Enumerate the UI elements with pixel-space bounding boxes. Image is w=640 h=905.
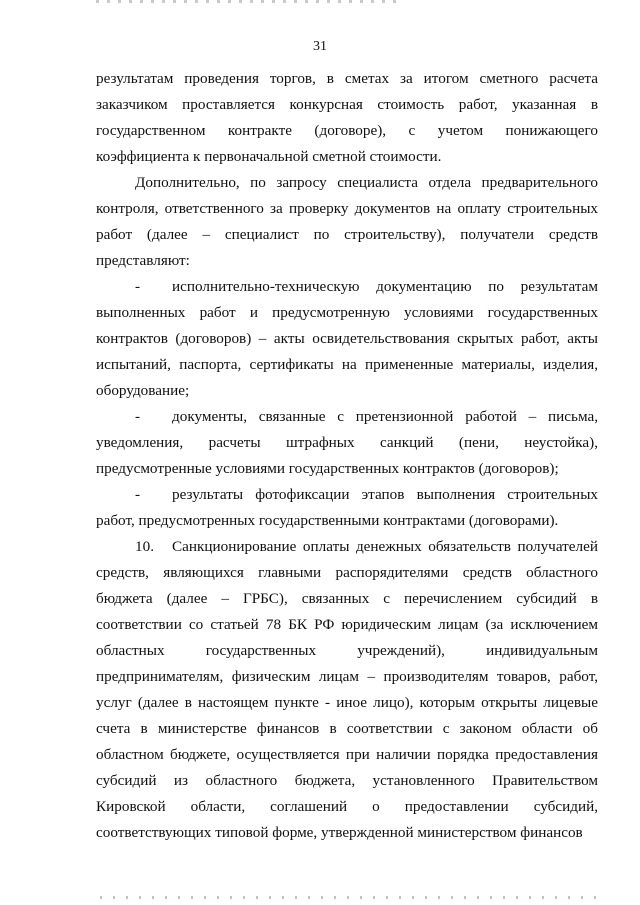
list-item <box>96 482 598 534</box>
scan-artifact-top <box>96 0 396 3</box>
paragraph-number: 10. <box>135 538 154 555</box>
list-item <box>96 404 598 482</box>
list-item-text: документы, связанные с претензионной работой – письма, уведомления, расчеты штрафных санкций (пени, неустойка), предусмотренные условиями государственных контрактов (договоров); <box>96 408 598 477</box>
scan-artifact-bottom <box>100 896 600 899</box>
paragraph-additional-requests: Дополнительно, по запросу специалиста отдела предварительного контроля, ответственного за проверку документов на оплату строительных работ (далее – специалист по строительству), получатели средств представляют: <box>96 174 598 269</box>
list-item-text: исполнительно-техническую документацию по результатам выполненных работ и предусмотренную условиями государственных контрактов (договоров) – акты освидетельствования скрытых работ, акты испытаний, паспорта, сертификаты на примененные материалы, изделия, оборудование; <box>96 278 598 399</box>
page-number: 31 <box>313 39 327 54</box>
list-item-text: результаты фотофиксации этапов выполнения строительных работ, предусмотренных государственными контрактами (договорами). <box>96 486 598 529</box>
list-dash: - <box>135 278 141 295</box>
document-body <box>96 66 598 846</box>
list-dash: - <box>135 486 141 503</box>
numbered-paragraph <box>96 534 598 846</box>
list-dash: - <box>135 408 141 425</box>
paragraph-continuation: результатам проведения торгов, в сметах за итогом сметного расчета заказчиком проставляется конкурсная стоимость работ, указанная в государственном контракте (договоре), с учетом понижающего коэффициента к первоначальной сметной стоимости. <box>96 70 598 165</box>
list-item <box>96 274 598 404</box>
numbered-paragraph-text: Санкционирование оплаты денежных обязательств получателей средств, являющихся главными распорядителями средств областного бюджета (далее – ГРБС), связанных с перечислением субсидий в соответствии со статьей 78 БК РФ юридическим лицам (за исключением областных государственных учреждений), индивидуальным предпринимателям, физическим лицам – производителям товаров, работ, услуг (далее в настоящем пункте - иное лицо), которым открыты лицевые счета в министерстве финансов в соответствии с законом области об областном бюджете, осуществляется при наличии порядка предоставления субсидий из областного бюджета, установленного Правительством Кировской области, соглашений о предоставлении субсидий, соответствующих типовой форме, утвержденной министерством финансов <box>96 538 598 841</box>
